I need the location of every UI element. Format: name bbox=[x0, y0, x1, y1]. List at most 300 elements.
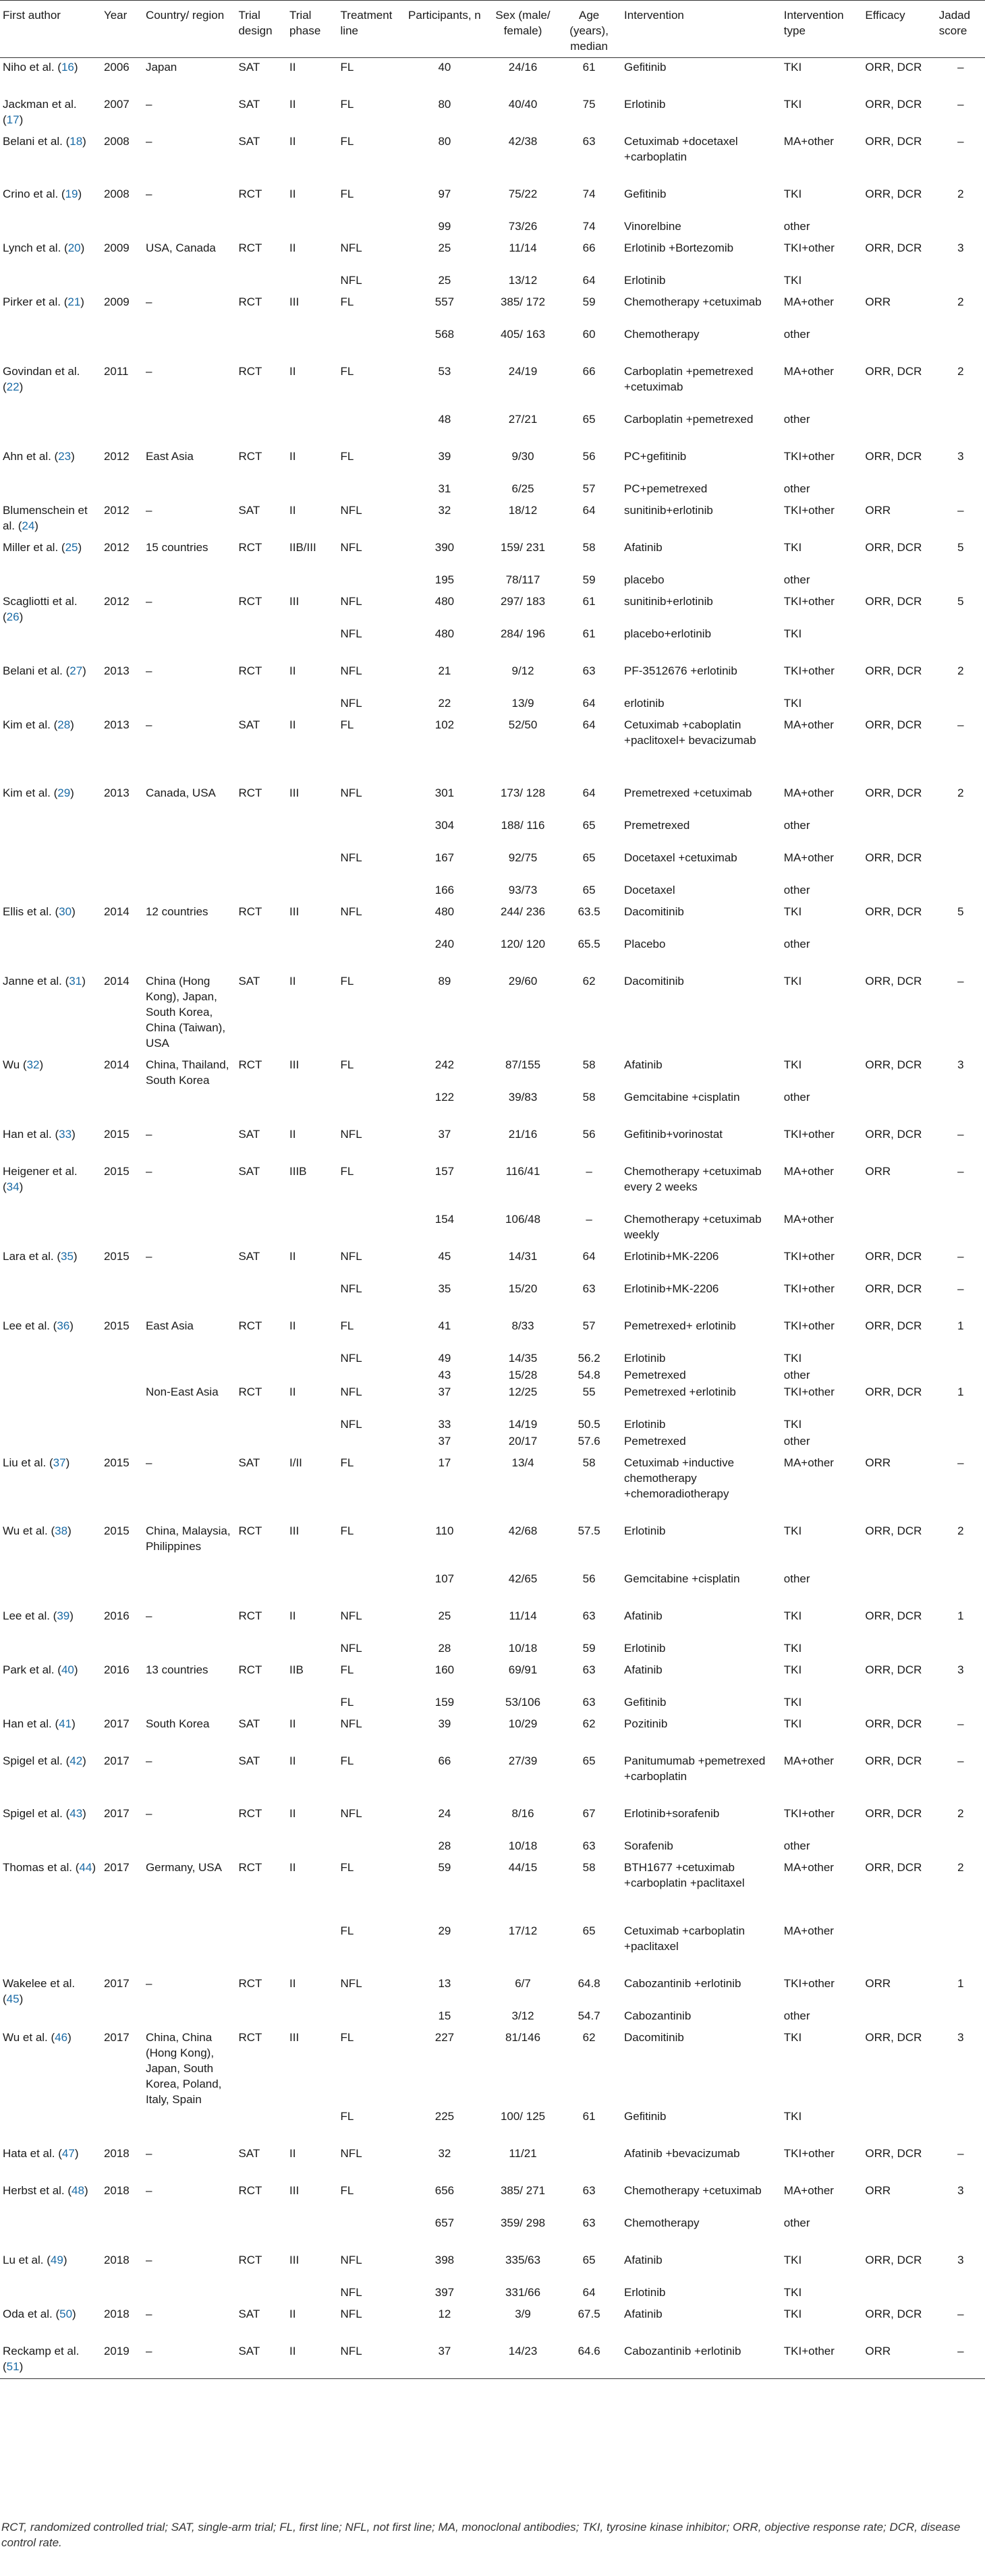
cell-country bbox=[143, 1432, 236, 1449]
cell-sex: 21/16 bbox=[508, 1128, 538, 1141]
cell-participants: 22 bbox=[438, 697, 451, 710]
cell-author: Han et al. (33) bbox=[3, 1128, 76, 1141]
cell-country bbox=[143, 1693, 236, 1710]
cell-efficacy: ORR, DCR bbox=[865, 595, 922, 608]
cell-author: Herbst et al. (48) bbox=[3, 2184, 88, 2197]
cell-line: NFL bbox=[340, 541, 362, 554]
cell-design: RCT bbox=[238, 2254, 262, 2266]
author-name: Blumenschein et al. bbox=[3, 504, 88, 532]
cell-year: 2008 bbox=[103, 188, 130, 200]
cell-line: FL bbox=[340, 1165, 354, 1178]
cell-participants: 13 bbox=[438, 1977, 451, 1990]
cell-intervention-type: other bbox=[783, 1572, 810, 1585]
cell-intervention: Erlotinib+MK-2206 bbox=[624, 1250, 719, 1263]
cell-age: 65 bbox=[582, 1754, 596, 1767]
cell-sex: 9/12 bbox=[511, 664, 534, 677]
table-row bbox=[0, 1162, 985, 1210]
cell-year bbox=[101, 1639, 143, 1656]
cell-jadad: – bbox=[957, 1250, 964, 1263]
reference-link[interactable]: 48 bbox=[72, 2184, 84, 2197]
cell-intervention-type: TKI bbox=[783, 188, 802, 200]
reference-link[interactable]: 33 bbox=[59, 1128, 72, 1141]
cell-country bbox=[143, 217, 236, 234]
cell-design: SAT bbox=[238, 2345, 260, 2357]
table-row bbox=[0, 571, 985, 588]
cell-jadad: 5 bbox=[957, 541, 964, 554]
cell-country bbox=[143, 480, 236, 496]
header-row bbox=[0, 1, 985, 58]
cell-sex: 15/20 bbox=[508, 1282, 538, 1295]
cell-efficacy: ORR bbox=[865, 295, 891, 308]
col-first-author: First author bbox=[0, 1, 101, 58]
row-spacer bbox=[0, 2177, 985, 2181]
cell-jadad bbox=[936, 1349, 985, 1366]
cell-age: 65.5 bbox=[578, 938, 600, 950]
cell-phase: III bbox=[289, 2031, 300, 2044]
cell-age: 65 bbox=[582, 819, 596, 832]
table-row bbox=[0, 1661, 985, 1693]
row-spacer bbox=[0, 1517, 985, 1522]
cell-sex: 24/16 bbox=[508, 61, 538, 74]
cell-country bbox=[143, 1837, 236, 1854]
author-name: Miller et al. bbox=[3, 541, 59, 554]
cell-sex: 75/22 bbox=[508, 188, 538, 200]
cell-participants: 89 bbox=[438, 975, 451, 988]
reference-link[interactable]: 28 bbox=[57, 718, 71, 731]
cell-sex: 405/ 163 bbox=[500, 328, 546, 341]
cell-intervention-type: TKI bbox=[783, 697, 802, 710]
cell-jadad bbox=[936, 2107, 985, 2140]
cell-intervention: Sorafenib bbox=[624, 1839, 673, 1852]
table-row bbox=[0, 1922, 985, 1970]
cell-intervention-type: other bbox=[783, 1091, 810, 1104]
cell-jadad: 2 bbox=[957, 664, 964, 677]
cell-efficacy: ORR bbox=[865, 1456, 891, 1469]
reference-link[interactable]: 23 bbox=[58, 450, 72, 463]
cell-design: SAT bbox=[238, 1456, 260, 1469]
cell-design bbox=[235, 2214, 287, 2246]
cell-line bbox=[338, 571, 400, 588]
cell-country bbox=[143, 1210, 236, 1242]
cell-year bbox=[101, 2107, 143, 2140]
row-spacer bbox=[0, 588, 985, 592]
table-row bbox=[0, 1317, 985, 1349]
cell-participants: 66 bbox=[438, 1754, 451, 1767]
cell-country: 12 countries bbox=[145, 905, 208, 918]
cell-intervention-type: TKI bbox=[783, 1352, 802, 1365]
cell-country bbox=[143, 271, 236, 288]
cell-sex: 359/ 298 bbox=[500, 2216, 546, 2229]
reference-link[interactable]: 34 bbox=[6, 1180, 20, 1193]
author-name: Wakelee et al. bbox=[3, 1977, 76, 1990]
cell-year: 2009 bbox=[103, 241, 130, 254]
reference-link[interactable]: 17 bbox=[6, 113, 20, 126]
cell-author: Kim et al. (29) bbox=[3, 786, 74, 799]
row-spacer bbox=[0, 779, 985, 784]
cell-line: NFL bbox=[340, 274, 362, 287]
cell-line: FL bbox=[340, 188, 354, 200]
table-row bbox=[0, 1858, 985, 1922]
reference-link[interactable]: 29 bbox=[57, 786, 71, 799]
cell-efficacy: ORR, DCR bbox=[865, 1385, 922, 1398]
cell-sex: 284/ 196 bbox=[500, 627, 546, 640]
row-spacer bbox=[0, 1747, 985, 1752]
cell-intervention-type: TKI+other bbox=[783, 241, 835, 254]
reference-link[interactable]: 46 bbox=[55, 2031, 68, 2044]
cell-intervention-type: MA+other bbox=[783, 1861, 834, 1874]
cell-age: 64 bbox=[582, 718, 596, 731]
reference-link[interactable]: 19 bbox=[65, 188, 78, 200]
cell-intervention-type: TKI bbox=[783, 1642, 802, 1655]
cell-phase bbox=[287, 1349, 338, 1366]
cell-intervention: Gefitinib bbox=[624, 2110, 667, 2123]
cell-country: – bbox=[145, 1609, 152, 1622]
cell-country: – bbox=[145, 2254, 152, 2266]
reference-link[interactable]: 43 bbox=[69, 1807, 83, 1820]
cell-author bbox=[0, 571, 101, 588]
cell-line bbox=[338, 1210, 400, 1242]
cell-intervention-type: MA+other bbox=[783, 786, 834, 799]
cell-efficacy: ORR, DCR bbox=[865, 905, 922, 918]
cell-year: 2018 bbox=[103, 2147, 130, 2160]
cell-phase: III bbox=[289, 2184, 300, 2197]
author-name: Wu bbox=[3, 1058, 20, 1071]
cell-age: 57.5 bbox=[578, 1524, 600, 1537]
cell-age: 58 bbox=[582, 541, 596, 554]
reference-link[interactable]: 39 bbox=[57, 1609, 70, 1622]
cell-intervention: erlotinib bbox=[624, 697, 665, 710]
cell-age: 62 bbox=[582, 975, 596, 988]
cell-age: 63 bbox=[582, 1282, 596, 1295]
table-row bbox=[0, 816, 985, 849]
author-name: Reckamp et al. bbox=[3, 2345, 80, 2357]
cell-country bbox=[143, 571, 236, 588]
cell-intervention: Panitumumab +pemetrexed +carboplatin bbox=[624, 1754, 766, 1783]
cell-country: – bbox=[145, 595, 152, 608]
cell-efficacy: ORR, DCR bbox=[865, 1250, 922, 1263]
cell-participants: 480 bbox=[434, 627, 455, 640]
cell-sex: 159/ 231 bbox=[500, 541, 546, 554]
cell-year: 2017 bbox=[103, 1977, 130, 1990]
table-row bbox=[0, 1804, 985, 1837]
col-intervention: Intervention bbox=[621, 1, 781, 58]
reference-link[interactable]: 51 bbox=[6, 2360, 20, 2373]
cell-efficacy bbox=[862, 410, 936, 442]
cell-intervention: Erlotinib bbox=[624, 1418, 666, 1431]
cell-year bbox=[101, 2283, 143, 2300]
cell-efficacy: ORR, DCR bbox=[865, 541, 922, 554]
cell-phase bbox=[287, 1210, 338, 1242]
reference-link[interactable]: 32 bbox=[26, 1058, 40, 1071]
cell-line bbox=[338, 935, 400, 967]
cell-age: 61 bbox=[582, 2110, 596, 2123]
cell-efficacy: ORR, DCR bbox=[865, 365, 922, 378]
cell-participants: 225 bbox=[434, 2110, 455, 2123]
cell-country: – bbox=[145, 664, 152, 677]
reference-link[interactable]: 41 bbox=[59, 1717, 72, 1730]
cell-country bbox=[143, 935, 236, 967]
cell-design bbox=[235, 1349, 287, 1366]
row-spacer bbox=[0, 1656, 985, 1661]
cell-line: NFL bbox=[340, 2254, 362, 2266]
cell-jadad: 3 bbox=[957, 1058, 964, 1071]
cell-sex: 10/29 bbox=[508, 1717, 538, 1730]
cell-participants: 33 bbox=[438, 1418, 451, 1431]
cell-sex: 11/21 bbox=[509, 2147, 537, 2160]
cell-jadad bbox=[936, 410, 985, 442]
cell-intervention-type: other bbox=[783, 220, 810, 233]
cell-author bbox=[0, 2283, 101, 2300]
table-row bbox=[0, 2028, 985, 2107]
cell-country bbox=[143, 1366, 236, 1383]
cell-author bbox=[0, 480, 101, 496]
cell-line: FL bbox=[340, 98, 354, 111]
reference-link[interactable]: 25 bbox=[65, 541, 78, 554]
cell-phase: II bbox=[289, 1609, 296, 1622]
reference-link[interactable]: 31 bbox=[69, 975, 82, 988]
table-row bbox=[0, 1280, 985, 1312]
author-name: Oda et al. bbox=[3, 2308, 53, 2320]
cell-year bbox=[101, 571, 143, 588]
cell-author: Niho et al. (16) bbox=[3, 61, 78, 74]
cell-jadad bbox=[936, 325, 985, 357]
cell-intervention: Gefitinib bbox=[624, 188, 667, 200]
cell-country: – bbox=[145, 1456, 152, 1469]
table-body bbox=[0, 58, 985, 2379]
cell-participants: 398 bbox=[434, 2254, 455, 2266]
cell-efficacy bbox=[862, 935, 936, 967]
cell-design: RCT bbox=[238, 1385, 262, 1398]
cell-intervention: Premetrexed +cetuximab bbox=[624, 786, 752, 799]
cell-sex: 52/50 bbox=[508, 718, 538, 731]
cell-phase: II bbox=[289, 975, 296, 988]
reference-link[interactable]: 30 bbox=[59, 905, 72, 918]
cell-intervention-type: TKI bbox=[783, 2286, 802, 2299]
cell-sex: 42/38 bbox=[508, 135, 538, 148]
cell-line: NFL bbox=[340, 851, 362, 864]
cell-intervention: Chemotherapy +cetuximab bbox=[624, 2184, 762, 2197]
reference-link[interactable]: 16 bbox=[61, 61, 74, 74]
table-row bbox=[0, 1366, 985, 1383]
table-bottom-rule bbox=[0, 2374, 985, 2379]
cell-design bbox=[235, 325, 287, 357]
table-row bbox=[0, 2144, 985, 2177]
cell-phase bbox=[287, 816, 338, 849]
table-row bbox=[0, 538, 985, 571]
reference-link[interactable]: 42 bbox=[69, 1754, 83, 1767]
cell-age: 61 bbox=[582, 627, 596, 640]
author-name: Lee et al. bbox=[3, 1319, 50, 1332]
reference-link[interactable]: 20 bbox=[67, 241, 81, 254]
cell-country: South Korea bbox=[145, 1717, 210, 1730]
cell-design: SAT bbox=[238, 504, 260, 517]
cell-author bbox=[0, 1366, 101, 1383]
row-spacer bbox=[0, 1449, 985, 1454]
cell-author: Heigener et al. (34) bbox=[3, 1165, 78, 1193]
cell-phase bbox=[287, 325, 338, 357]
cell-author: Scagliotti et al. (26) bbox=[3, 595, 78, 623]
cell-phase bbox=[287, 849, 338, 881]
cell-efficacy bbox=[862, 881, 936, 898]
cell-intervention: Chemotherapy +cetuximab weekly bbox=[624, 1213, 762, 1241]
table-row bbox=[0, 1247, 985, 1280]
cell-age: 50.5 bbox=[578, 1418, 600, 1431]
row-spacer bbox=[0, 1120, 985, 1125]
cell-phase: II bbox=[289, 365, 296, 378]
cell-country: USA, Canada bbox=[145, 241, 216, 254]
cell-country bbox=[143, 2214, 236, 2246]
reference-link[interactable]: 35 bbox=[61, 1250, 74, 1263]
reference-link[interactable]: 18 bbox=[69, 135, 83, 148]
row-spacer bbox=[0, 288, 985, 293]
cell-intervention-type: TKI+other bbox=[783, 2147, 835, 2160]
cell-author bbox=[0, 410, 101, 442]
reference-link[interactable]: 27 bbox=[69, 664, 83, 677]
reference-link[interactable]: 21 bbox=[67, 295, 81, 308]
cell-efficacy bbox=[862, 325, 936, 357]
cell-line: NFL bbox=[340, 786, 362, 799]
cell-author: Ahn et al. (23) bbox=[3, 450, 75, 463]
row-spacer bbox=[0, 1157, 985, 1162]
cell-jadad bbox=[936, 1837, 985, 1854]
cell-age: 65 bbox=[582, 1924, 596, 1937]
cell-author bbox=[0, 2007, 101, 2024]
table-row bbox=[0, 2214, 985, 2246]
cell-design bbox=[235, 1693, 287, 1710]
cell-intervention-type: other bbox=[783, 482, 810, 495]
cell-participants: 35 bbox=[438, 1282, 451, 1295]
cell-efficacy: ORR bbox=[865, 2184, 891, 2197]
cell-design: SAT bbox=[238, 2147, 260, 2160]
cell-country: China, China (Hong Kong), Japan, South Korea, Poland, Italy, Spain bbox=[145, 2031, 222, 2106]
cell-jadad bbox=[936, 816, 985, 849]
cell-design bbox=[235, 1570, 287, 1602]
cell-phase bbox=[287, 1922, 338, 1970]
cell-design: RCT bbox=[238, 1663, 262, 1676]
cell-phase: II bbox=[289, 241, 296, 254]
table-row bbox=[0, 480, 985, 496]
cell-design: RCT bbox=[238, 595, 262, 608]
reference-link[interactable]: 26 bbox=[6, 610, 20, 623]
cell-design: RCT bbox=[238, 450, 262, 463]
reference-link[interactable]: 37 bbox=[53, 1456, 66, 1469]
cell-participants: 40 bbox=[438, 61, 451, 74]
cell-intervention-type: TKI+other bbox=[783, 664, 835, 677]
cell-sex: 3/12 bbox=[511, 2009, 534, 2022]
cell-year bbox=[101, 625, 143, 657]
cell-efficacy: ORR, DCR bbox=[865, 1717, 922, 1730]
cell-participants: 17 bbox=[438, 1456, 451, 1469]
author-name: Kim et al. bbox=[3, 718, 51, 731]
cell-jadad: 1 bbox=[957, 1385, 964, 1398]
cell-intervention-type: TKI bbox=[783, 1663, 802, 1676]
cell-efficacy: ORR, DCR bbox=[865, 98, 922, 111]
cell-line: NFL bbox=[340, 1418, 362, 1431]
cell-country bbox=[143, 1415, 236, 1432]
author-name: Jackman et al. bbox=[3, 98, 77, 111]
reference-link[interactable]: 50 bbox=[59, 2308, 73, 2320]
cell-intervention-type: TKI bbox=[783, 98, 802, 111]
cell-design: RCT bbox=[238, 295, 262, 308]
cell-participants: 80 bbox=[438, 98, 451, 111]
cell-age: 63 bbox=[582, 1696, 596, 1709]
cell-sex: 14/23 bbox=[508, 2345, 538, 2357]
cell-country: – bbox=[145, 1250, 152, 1263]
reference-link[interactable]: 40 bbox=[61, 1663, 74, 1676]
cell-participants: 28 bbox=[438, 1839, 451, 1852]
cell-participants: 41 bbox=[438, 1319, 451, 1332]
cell-intervention: Dacomitinib bbox=[624, 2031, 684, 2044]
reference-link[interactable]: 49 bbox=[50, 2254, 63, 2266]
cell-intervention: Erlotinib bbox=[624, 98, 666, 111]
cell-author: Wakelee et al. (45) bbox=[3, 1977, 76, 2005]
cell-phase bbox=[287, 480, 338, 496]
cell-age: 63 bbox=[582, 664, 596, 677]
cell-intervention: Erlotinib bbox=[624, 1352, 666, 1365]
cell-intervention: Gefitinib bbox=[624, 1696, 667, 1709]
cell-author: Lee et al. (36) bbox=[3, 1319, 74, 1332]
author-name: Lee et al. bbox=[3, 1609, 50, 1622]
reference-link[interactable]: 44 bbox=[79, 1861, 92, 1874]
cell-sex: 73/26 bbox=[508, 220, 538, 233]
cell-intervention-type: MA+other bbox=[783, 851, 834, 864]
cell-sex: 9/30 bbox=[511, 450, 534, 463]
cell-design: RCT bbox=[238, 1977, 262, 1990]
cell-sex: 120/ 120 bbox=[500, 938, 546, 950]
cell-participants: 15 bbox=[438, 2009, 451, 2022]
cell-efficacy bbox=[862, 1922, 936, 1970]
cell-country: Germany, USA bbox=[145, 1861, 222, 1874]
cell-sex: 93/73 bbox=[508, 884, 538, 896]
cell-design: SAT bbox=[238, 975, 260, 988]
cell-phase bbox=[287, 2283, 338, 2300]
reference-link[interactable]: 36 bbox=[57, 1319, 70, 1332]
reference-link[interactable]: 24 bbox=[22, 519, 35, 532]
cell-sex: 27/21 bbox=[508, 413, 538, 426]
table-row bbox=[0, 2305, 985, 2337]
cell-intervention-type: other bbox=[783, 938, 810, 950]
cell-sex: 14/31 bbox=[508, 1250, 538, 1263]
cell-intervention-type: other bbox=[783, 573, 810, 586]
cell-intervention: Dacomitinib bbox=[624, 905, 684, 918]
cell-jadad: – bbox=[957, 975, 964, 988]
cell-efficacy: ORR, DCR bbox=[865, 1807, 922, 1820]
cell-phase bbox=[287, 1432, 338, 1449]
cell-year: 2012 bbox=[103, 541, 130, 554]
reference-link[interactable]: 22 bbox=[6, 380, 20, 393]
cell-design: SAT bbox=[238, 2308, 260, 2320]
cell-age: 63 bbox=[582, 1609, 596, 1622]
cell-age: 66 bbox=[582, 365, 596, 378]
cell-intervention: Docetaxel bbox=[624, 884, 675, 896]
cell-author: Liu et al. (37) bbox=[3, 1456, 70, 1469]
cell-country bbox=[143, 1922, 236, 1970]
cell-participants: 568 bbox=[434, 328, 455, 341]
cell-country: China, Thailand, South Korea bbox=[145, 1058, 229, 1087]
reference-link[interactable]: 38 bbox=[55, 1524, 68, 1537]
cell-jadad: – bbox=[957, 1754, 964, 1767]
cell-participants: 480 bbox=[434, 595, 455, 608]
reference-link[interactable]: 47 bbox=[61, 2147, 75, 2160]
reference-link[interactable]: 45 bbox=[6, 1993, 20, 2005]
cell-efficacy: ORR, DCR bbox=[865, 2254, 922, 2266]
row-spacer bbox=[0, 657, 985, 662]
table-row bbox=[0, 271, 985, 288]
cell-age: 63 bbox=[582, 1663, 596, 1676]
cell-phase: II bbox=[289, 504, 296, 517]
col-year: Year bbox=[101, 1, 143, 58]
cell-country bbox=[143, 694, 236, 711]
